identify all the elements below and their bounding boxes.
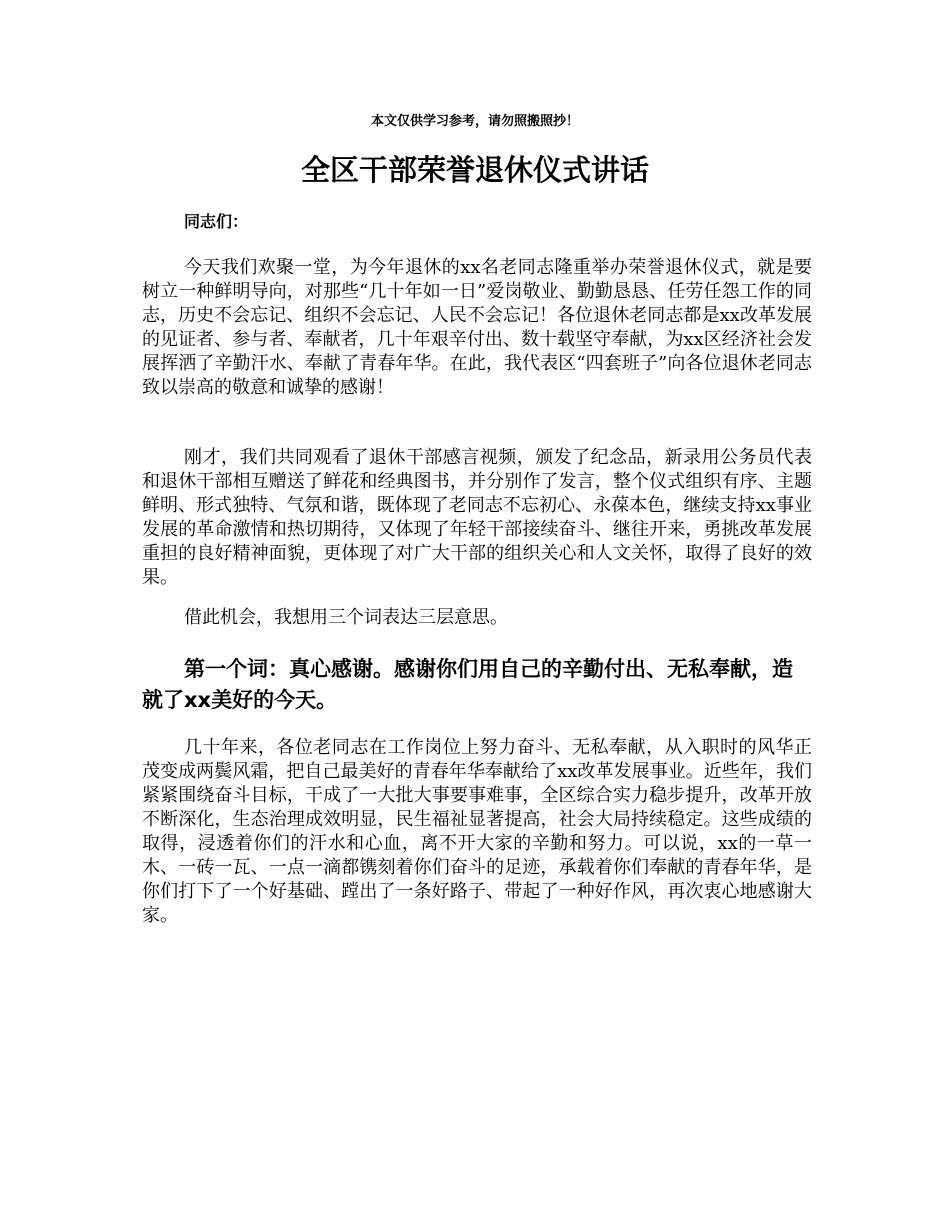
document-title: 全区干部荣誉退休仪式讲话 [300, 153, 649, 187]
greeting: 同志们： [184, 212, 249, 231]
paragraph-1: 今天我们欢聚一堂，为今年退休的xx名老同志隆重举办荣誉退休仪式，就是要树立一种鲜明导向，对那些“几十年如一日”爱岗敬业、勤勤恳恳、任劳任怨工作的同志，历史不会忘记、组织不会忘记、人民不会忘记！各位退休老同志都是xx改革发展的见证者、参与者、奉献者，几十年艰辛付出、数十载坚守奉献，为xx区经济社会发展挥洒了辛勤汗水、奉献了青春年华。在此，我代表区“四套班子”向各位退休老同志致以崇高的敬意和诚挚的感谢！ [142, 257, 812, 398]
disclaimer-notice: 本文仅供学习参考，请勿照搬照抄！ [370, 114, 579, 129]
paragraph-3: 借此机会，我想用三个词表达三层意思。 [184, 607, 508, 628]
paragraph-2: 刚才，我们共同观看了退休干部感言视频，颁发了纪念品，新录用公务员代表和退休干部相互赠送了鲜花和经典图书，并分别作了发言，整个仪式组织有序、主题鲜明、形式独特、气氛和谐，既体现了老同志不忘初心、永葆本色，继续支持xx事业发展的革命激情和热切期待，又体现了年轻干部接续奋斗、继往开来，勇挑改革发展重担的良好精神面貌，更体现了对广大干部的组织关心和人文关怀，取得了良好的效果。 [142, 447, 812, 588]
paragraph-4: 几十年来，各位老同志在工作岗位上努力奋斗、无私奉献，从入职时的风华正茂变成两鬓风霜，把自己最美好的青春年华奉献给了xx改革发展事业。近些年，我们紧紧围绕奋斗目标，干成了一大批大事要事难事，全区综合实力稳步提升，改革开放不断深化，生态治理成效明显，民生福祉显著提高，社会大局持续稳定。这些成绩的取得，浸透着你们的汗水和心血，离不开大家的辛勤和努力。可以说，xx的一草一木、一砖一瓦、一点一滴都镌刻着你们奋斗的足迹，承载着你们奉献的青春年华，是你们打下了一个好基础、蹚出了一条好路子、带起了一种好作风，再次衷心地感谢大家。 [142, 737, 812, 926]
section-heading-1: 第一个词：真心感谢。感谢你们用自己的辛勤付出、无私奉献，造就了xx美好的今天。 [142, 657, 793, 712]
